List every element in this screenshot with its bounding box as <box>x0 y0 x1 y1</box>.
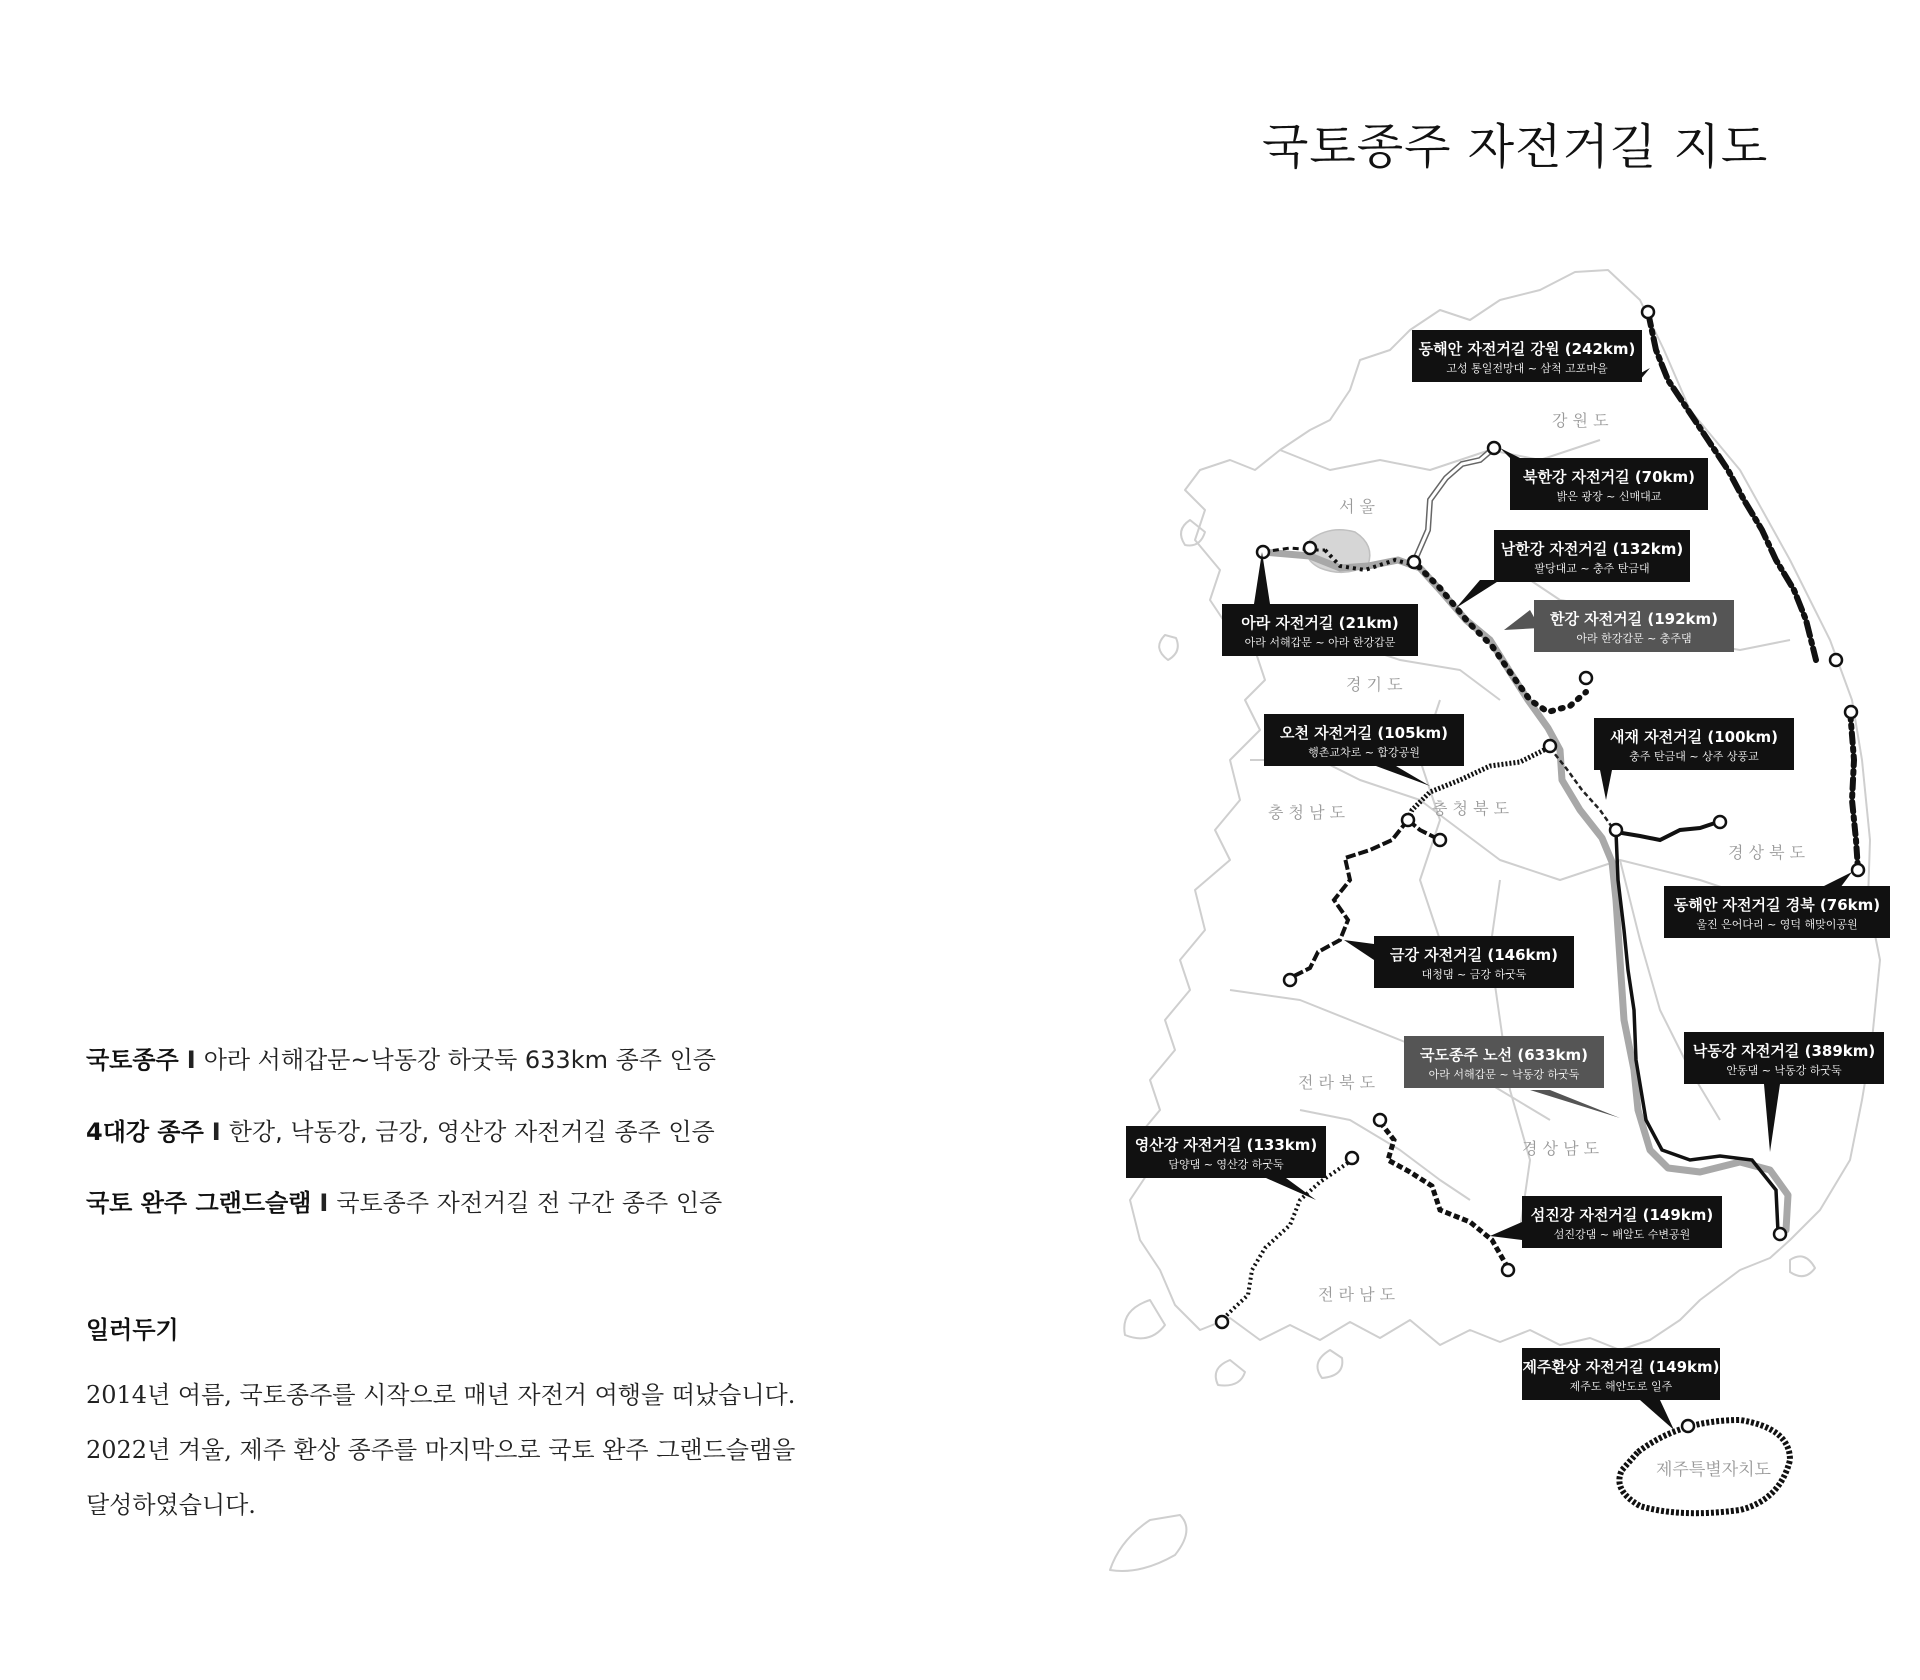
legend-desc: 국토종주 자전거길 전 구간 종주 인증 <box>336 1189 723 1217</box>
region-gyeongnam: 경 상 남 도 <box>1522 1139 1600 1158</box>
region-jeonnam: 전 라 남 도 <box>1318 1285 1396 1304</box>
legend-item-4rivers <box>86 1112 715 1147</box>
label-hangang <box>1504 600 1734 652</box>
route-name: 오천 자전거길 (105km) <box>1279 724 1449 742</box>
point-uljin <box>1845 706 1857 718</box>
label-namhan <box>1456 530 1690 608</box>
point-tangeumdae <box>1544 740 1556 752</box>
route-sub: 팔당대교 ~ 충주 탄금대 <box>1534 562 1650 575</box>
route-name: 낙동강 자전거길 (389km) <box>1692 1042 1876 1060</box>
route-name: 북한강 자전거길 (70km) <box>1522 468 1696 486</box>
korea-bike-map <box>1090 262 1920 1582</box>
route-name: 금강 자전거길 (146km) <box>1389 946 1559 964</box>
label-ocheon <box>1264 714 1464 786</box>
route-name: 영산강 자전거길 (133km) <box>1134 1136 1318 1154</box>
route-sub: 울진 은어다리 ~ 영덕 해맞이공원 <box>1696 918 1858 931</box>
legend-desc: 아라 서해갑문~낙동강 하굿둑 633km 종주 인증 <box>203 1046 716 1074</box>
route-sub: 행촌교차로 ~ 합강공원 <box>1308 746 1420 759</box>
note-line-2: 2022년 겨울, 제주 환상 종주를 마지막으로 국토 완주 그랜드슬램을 <box>86 1436 796 1464</box>
island-south-3 <box>1318 1350 1343 1378</box>
label-yeongsan <box>1126 1126 1326 1200</box>
route-name: 동해안 자전거길 경북 (76km) <box>1673 896 1881 914</box>
page-title: 국토종주 자전거길 지도 <box>1262 119 1769 175</box>
note-line-1: 2014년 여름, 국토종주를 시작으로 매년 자전거 여행을 떠났습니다. <box>86 1381 796 1409</box>
legend-name: 4대강 종주 <box>86 1118 204 1146</box>
point-chungju-dam <box>1580 672 1592 684</box>
route-sub: 안동댐 ~ 낙동강 하굿둑 <box>1726 1064 1842 1077</box>
route-sub: 섬진강댐 ~ 배알도 수변공원 <box>1553 1228 1691 1241</box>
route-name: 새재 자전거길 (100km) <box>1609 728 1779 746</box>
point-goseong <box>1642 306 1654 318</box>
point-hapgang <box>1402 814 1414 826</box>
point-samcheok <box>1830 654 1842 666</box>
route-sub: 제주도 해안도로 일주 <box>1569 1380 1673 1393</box>
route-name: 섬진강 자전거길 (149km) <box>1530 1206 1714 1224</box>
note-heading: 일러두기 <box>86 1316 179 1344</box>
region-chungbuk: 충 청 북 도 <box>1432 799 1510 818</box>
point-nakdong-mouth <box>1774 1228 1786 1240</box>
route-sub: 아라 서해갑문 ~ 낙동강 하굿둑 <box>1428 1068 1580 1081</box>
route-sub: 고성 통일전망대 ~ 삼척 고포마을 <box>1446 362 1608 375</box>
legend-item-gukto <box>86 1040 716 1075</box>
label-gukto <box>1404 1036 1620 1118</box>
island-east <box>1790 1256 1815 1276</box>
point-ara-lock <box>1304 542 1316 554</box>
label-geumgang <box>1344 936 1574 988</box>
route-seomjin <box>1380 1122 1508 1268</box>
route-sub: 담양댐 ~ 영산강 하굿둑 <box>1168 1158 1284 1171</box>
route-name: 동해안 자전거길 강원 (242km) <box>1418 340 1636 358</box>
route-name: 국도종주 노선 (633km) <box>1419 1046 1589 1064</box>
island-south-1 <box>1124 1300 1165 1338</box>
region-gangwon: 강 원 도 <box>1552 411 1609 430</box>
label-nakdong <box>1684 1032 1884 1152</box>
legend-name: 국토 완주 그랜드슬램 <box>86 1189 312 1217</box>
legend-desc: 한강, 낙동강, 금강, 영산강 자전거길 종주 인증 <box>228 1118 715 1146</box>
route-sub: 밝은 광장 ~ 신매대교 <box>1556 490 1662 503</box>
island-jeju-small <box>1110 1515 1186 1571</box>
label-donghae-gyeongbuk <box>1664 872 1890 938</box>
route-sub: 충주 탄금대 ~ 상주 상풍교 <box>1629 750 1759 763</box>
route-name: 남한강 자전거길 (132km) <box>1500 540 1684 558</box>
region-jeonbuk: 전 라 북 도 <box>1298 1073 1376 1092</box>
note-line-3: 달성하였습니다. <box>86 1491 256 1519</box>
route-sub: 대청댐 ~ 금강 하굿둑 <box>1421 968 1527 981</box>
legend-item-grandslam <box>86 1183 722 1218</box>
route-sub: 아라 서해갑문 ~ 아라 한강갑문 <box>1244 636 1396 649</box>
label-donghae-gangwon <box>1412 330 1650 382</box>
point-yeongsan-mouth <box>1216 1316 1228 1328</box>
point-sangju <box>1610 824 1622 836</box>
point-damyang <box>1346 1152 1358 1164</box>
point-yeongdeok <box>1852 864 1864 876</box>
point-ara-start <box>1257 546 1269 558</box>
point-baealdo <box>1502 1264 1514 1276</box>
point-seomjin-dam <box>1374 1114 1386 1126</box>
legend-separator: I <box>211 1118 221 1146</box>
point-paldang <box>1408 556 1420 568</box>
route-name: 제주환상 자전거길 (149km) <box>1522 1358 1720 1376</box>
region-seoul: 서 울 <box>1339 497 1375 516</box>
label-seomjin <box>1490 1196 1722 1248</box>
route-name: 한강 자전거길 (192km) <box>1549 610 1719 628</box>
point-andong <box>1714 816 1726 828</box>
label-jeju <box>1522 1348 1720 1430</box>
region-chungnam: 충 청 남 도 <box>1268 803 1346 822</box>
island-west-2 <box>1159 635 1178 660</box>
island-south-2 <box>1216 1360 1245 1385</box>
region-jeju: 제주특별자치도 <box>1656 1460 1771 1480</box>
point-bukhan-end <box>1488 442 1500 454</box>
legend-separator: I <box>186 1046 196 1074</box>
route-saejae-branch <box>1616 822 1718 840</box>
point-geumgang-mouth <box>1284 974 1296 986</box>
point-jeju <box>1682 1420 1694 1432</box>
legend-name: 국토종주 <box>86 1046 179 1074</box>
region-gyeongbuk: 경 상 북 도 <box>1728 843 1806 862</box>
region-gyeonggi: 경 기 도 <box>1346 675 1403 694</box>
point-daecheong <box>1434 834 1446 846</box>
route-name: 아라 자전거길 (21km) <box>1241 614 1399 632</box>
route-bukhan <box>1414 448 1494 562</box>
legend-separator: I <box>319 1189 329 1217</box>
label-saejae <box>1594 718 1794 800</box>
route-sub: 아라 한강갑문 ~ 충주댐 <box>1576 632 1692 645</box>
